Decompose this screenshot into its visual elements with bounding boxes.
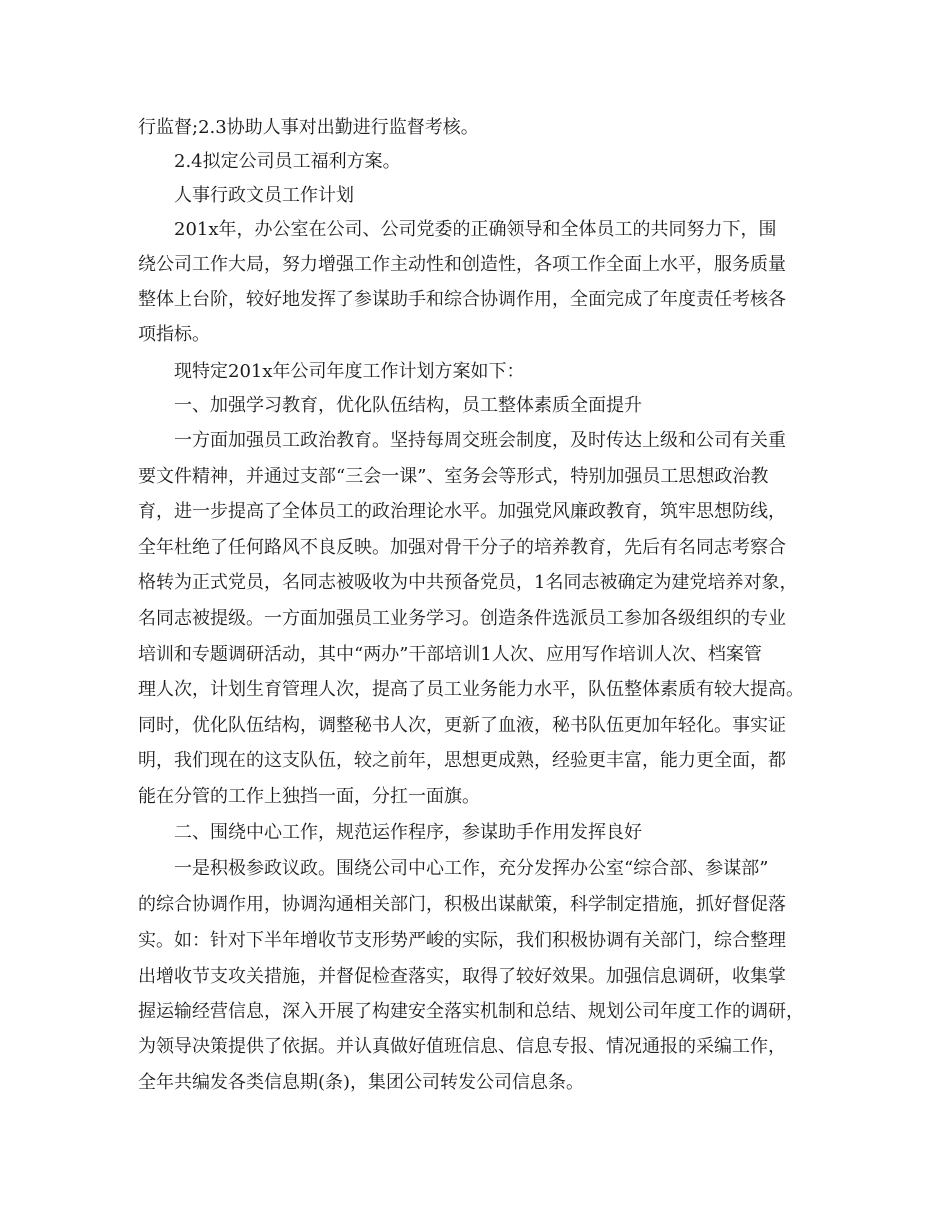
text-line: 育，进一步提高了全体员工的政治理论水平。加强党风廉政教育，筑牢思想防线， [138, 501, 786, 522]
text-line: 201x年，办公室在公司、公司党委的正确领导和全体员工的共同努力下，围 [174, 219, 777, 240]
text-line: 全年共编发各类信息期(条)，集团公司转发公司信息条。 [138, 1072, 585, 1093]
section-heading: 一、加强学习教育，优化队伍结构，员工整体素质全面提升 [174, 395, 642, 416]
text-line: 全年杜绝了任何路风不良反映。加强对骨干分子的培养教育，先后有名同志考察合 [138, 537, 786, 558]
text-line: 的综合协调作用，协调沟通相关部门，积极出谋献策，科学制定措施，抓好督促落 [138, 894, 786, 915]
text-line: 项指标。 [138, 324, 210, 345]
text-line: 名同志被提级。一方面加强员工业务学习。创造条件选派员工参加各级组织的专业 [138, 608, 786, 629]
section-heading: 人事行政文员工作计划 [174, 185, 354, 206]
section-heading: 二、围绕中心工作，规范运作程序，参谋助手作用发挥良好 [174, 822, 642, 843]
text-line: 握运输经营信息，深入开展了构建安全落实机制和总结、规划公司年度工作的调研， [138, 1001, 804, 1022]
text-line: 培训和专题调研活动，其中“两办”干部培训1人次、应用写作培训人次、档案管 [138, 644, 762, 665]
text-line: 整体上台阶，较好地发挥了参谋助手和综合协调作用，全面完成了年度责任考核各 [138, 289, 786, 310]
text-line: 出增收节支攻关措施，并督促检查落实，取得了较好效果。加强信息调研，收集掌 [138, 966, 786, 987]
text-line: 行监督;2.3协助人事对出勤进行监督考核。 [138, 117, 479, 138]
text-line: 为领导决策提供了依据。并认真做好值班信息、信息专报、情况通报的采编工作， [138, 1036, 786, 1057]
text-line: 要文件精神，并通过支部“三会一课”、室务会等形式，特别加强员工思想政治教 [138, 466, 769, 487]
text-line: 明，我们现在的这支队伍，较之前年，思想更成熟，经验更丰富，能力更全面，都 [138, 750, 786, 771]
text-line: 格转为正式党员，名同志被吸收为中共预备党员，1名同志被确定为建党培养对象， [138, 572, 798, 593]
text-line: 同时，优化队伍结构，调整秘书人次，更新了血液，秘书队伍更加年轻化。事实证 [138, 715, 786, 736]
text-line: 绕公司工作大局，努力增强工作主动性和创造性，各项工作全面上水平，服务质量 [138, 254, 786, 275]
text-line: 现特定201x年公司年度工作计划方案如下： [174, 361, 525, 382]
text-line: 理人次，计划生育管理人次，提高了员工业务能力水平，队伍整体素质有较大提高。 [138, 679, 804, 700]
text-line: 2.4拟定公司员工福利方案。 [174, 151, 401, 172]
text-line: 一方面加强员工政治教育。坚持每周交班会制度，及时传达上级和公司有关重 [174, 430, 786, 451]
text-line: 一是积极参政议政。围绕公司中心工作，充分发挥办公室“综合部、参谋部” [174, 858, 769, 879]
text-line: 实。如：针对下半年增收节支形势严峻的实际，我们积极协调有关部门，综合整理 [138, 930, 786, 951]
text-line: 能在分管的工作上独挡一面，分扛一面旗。 [138, 786, 480, 807]
